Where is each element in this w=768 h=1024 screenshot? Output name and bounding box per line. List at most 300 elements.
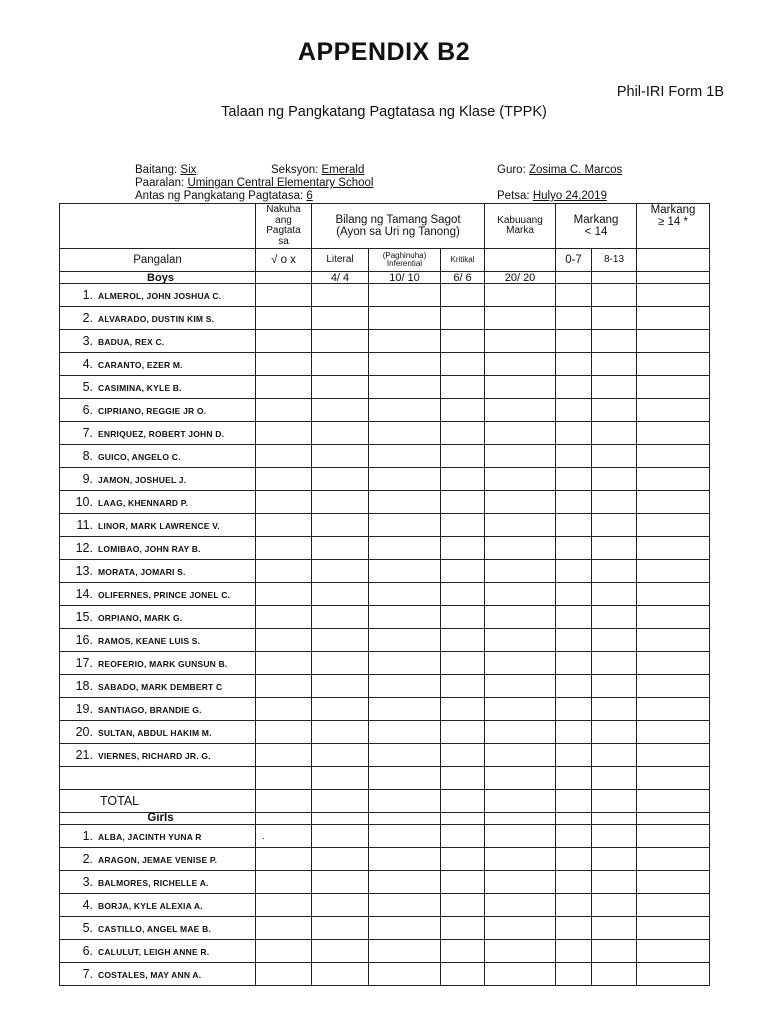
student-name-cell [60,353,256,376]
score-cell [556,376,592,399]
student-name: SANTIAGO, BRANDIE G. [98,705,202,715]
score-cell [312,468,369,491]
score-cell [312,698,369,721]
score-cell [637,767,710,790]
score-cell [369,560,441,583]
antas-field [135,190,313,203]
student-name: ARAGON, JEMAE VENISE P. [98,855,218,865]
score-cell [369,468,441,491]
guro-label: Guro: [497,164,526,176]
score-cell [312,744,369,767]
score-cell [592,790,637,813]
score-cell [485,537,556,560]
score-cell [637,675,710,698]
student-row [60,491,710,514]
student-name-cell [60,606,256,629]
score-cell [485,917,556,940]
score-cell [485,376,556,399]
score-cell [485,353,556,376]
score-cell [441,940,485,963]
score-cell [256,307,312,330]
score-cell [485,825,556,848]
score-cell [441,583,485,606]
score-cell [485,284,556,307]
score-cell [592,629,637,652]
student-row [60,514,710,537]
score-cell [592,917,637,940]
score-cell [637,963,710,986]
score-cell [441,330,485,353]
score-cell [637,721,710,744]
score-cell [556,330,592,353]
student-row [60,422,710,445]
score-cell [441,698,485,721]
student-name: BORJA, KYLE ALEXIA A. [98,901,203,911]
guro-value: Zosima C. Marcos [528,164,623,176]
student-number: 11. [76,518,93,532]
score-cell [441,537,485,560]
max-total: 20/ 20 [485,272,556,284]
student-name-cell [60,629,256,652]
baitang-field [135,164,196,177]
student-row [60,606,710,629]
score-cell [312,963,369,986]
student-row [60,871,710,894]
score-cell [637,652,710,675]
nakuha-header: Nakuha ang Pagtata sa [256,204,312,249]
score-cell [637,445,710,468]
score-cell [592,399,637,422]
score-cell [637,744,710,767]
score-cell [312,491,369,514]
seksyon-field [271,164,364,177]
paaralan-label: Paaralan: [135,177,185,189]
max-literal: 4/ 4 [312,272,369,284]
score-cell [556,917,592,940]
score-cell [312,353,369,376]
score-cell [637,422,710,445]
score-cell [556,767,592,790]
score-cell [485,307,556,330]
score-cell [441,445,485,468]
score-cell [369,491,441,514]
score-cell [592,491,637,514]
student-row [60,376,710,399]
student-name-cell [60,560,256,583]
blank-row [60,767,710,790]
score-cell [592,284,637,307]
score-cell [556,399,592,422]
score-cell [256,445,312,468]
score-cell [256,721,312,744]
score-cell [592,514,637,537]
student-name: ALBA, JACINTH YUNA R [98,832,202,842]
score-cell [441,767,485,790]
student-name: BADUA, REX C. [98,337,165,347]
student-name: LOMIBAO, JOHN RAY B. [98,544,201,554]
student-row [60,353,710,376]
score-cell [592,698,637,721]
student-name-cell [60,675,256,698]
score-cell [637,353,710,376]
student-name: SABADO, MARK DEMBERT C [98,682,223,692]
score-cell [556,963,592,986]
score-cell [256,825,312,848]
score-cell [485,675,556,698]
score-cell [256,284,312,307]
student-name: VIERNES, RICHARD JR. G. [98,751,211,761]
student-row [60,721,710,744]
score-cell [256,652,312,675]
score-cell [256,514,312,537]
score-cell [369,813,441,825]
score-cell [592,422,637,445]
score-cell [312,445,369,468]
student-row [60,468,710,491]
score-cell [556,848,592,871]
score-cell [556,825,592,848]
score-cell [369,963,441,986]
score-cell [556,721,592,744]
petsa-label: Petsa: [497,190,530,202]
student-row [60,445,710,468]
score-cell [556,537,592,560]
score-cell [369,353,441,376]
score-cell [312,399,369,422]
student-name: CASIMINA, KYLE B. [98,383,182,393]
score-cell [637,848,710,871]
score-cell [312,652,369,675]
score-cell [637,376,710,399]
score-cell [637,940,710,963]
student-number: 10. [75,495,93,509]
score-cell [556,629,592,652]
student-row [60,652,710,675]
seksyon-label: Seksyon: [271,164,319,176]
score-cell [556,284,592,307]
score-cell [637,560,710,583]
score-cell [441,560,485,583]
pangalan-header: Pangalan [60,249,256,272]
score-cell [485,422,556,445]
bilang-header: Bilang ng Tamang Sagot (Ayon sa Uri ng Tanong) [312,204,485,249]
score-cell [592,721,637,744]
score-cell [312,767,369,790]
petsa-value: Hulyo 24,2019 [532,190,607,202]
score-cell [637,917,710,940]
student-row [60,698,710,721]
score-cell [369,629,441,652]
kabuuang-blank [485,249,556,272]
score-cell [312,583,369,606]
score-cell [312,422,369,445]
student-number: 2. [82,311,93,325]
score-cell [637,514,710,537]
student-number: 7. [82,426,93,440]
student-name: REOFERIO, MARK GUNSUN B. [98,659,228,669]
student-name-cell [60,537,256,560]
student-name: OLIFERNES, PRINCE JONEL C. [98,590,231,600]
score-cell [256,422,312,445]
student-number: 21. [75,748,93,762]
score-cell [556,940,592,963]
score-cell [369,825,441,848]
score-cell [556,307,592,330]
score-cell [312,917,369,940]
score-cell [312,284,369,307]
guro-field [497,164,622,177]
student-row [60,583,710,606]
score-cell [556,652,592,675]
score-cell [312,514,369,537]
score-cell [556,813,592,825]
student-row [60,894,710,917]
score-cell [312,606,369,629]
score-cell [256,917,312,940]
score-cell [256,560,312,583]
score-cell [369,917,441,940]
score-cell [485,940,556,963]
student-row [60,917,710,940]
score-cell [312,376,369,399]
score-cell [312,560,369,583]
score-cell [441,721,485,744]
score-cell [441,675,485,698]
score-cell [485,468,556,491]
score-cell [556,871,592,894]
score-cell [441,422,485,445]
score-cell [592,767,637,790]
score-cell [592,583,637,606]
score-cell [556,491,592,514]
student-name-cell [60,825,256,848]
student-name: GUICO, ANGELO C. [98,452,181,462]
score-cell [369,606,441,629]
student-number: 1. [82,288,93,302]
student-name-cell [60,468,256,491]
student-number: 4. [82,357,93,371]
score-cell [256,894,312,917]
score-cell [556,606,592,629]
student-name-cell [60,652,256,675]
score-cell [369,790,441,813]
student-name: SULTAN, ABDUL HAKIM M. [98,728,212,738]
score-cell [556,583,592,606]
student-number: 18. [75,679,93,693]
student-row [60,629,710,652]
score-cell [485,445,556,468]
score-cell [637,813,710,825]
student-name: CIPRIANO, REGGIE JR O. [98,406,207,416]
student-name-cell [60,307,256,330]
score-cell [441,606,485,629]
score-cell [369,284,441,307]
blank-header-cell [60,204,256,249]
student-number: 13. [75,564,93,578]
score-cell [441,871,485,894]
score-cell [441,376,485,399]
score-cell [256,583,312,606]
student-number: 12. [75,541,93,555]
score-cell [592,376,637,399]
score-cell [441,353,485,376]
score-cell [369,698,441,721]
score-cell [256,399,312,422]
markang-ge-blank [637,249,710,272]
score-cell [485,399,556,422]
score-cell [312,940,369,963]
student-name: BALMORES, RICHELLE A. [98,878,209,888]
student-name-cell [60,698,256,721]
score-cell [256,468,312,491]
student-name-cell [60,744,256,767]
score-cell [256,629,312,652]
student-name-cell [60,330,256,353]
score-cell [485,698,556,721]
score-cell [637,468,710,491]
score-cell [441,744,485,767]
score-cell [485,491,556,514]
score-cell [256,376,312,399]
student-name-cell [60,399,256,422]
score-cell [485,514,556,537]
score-cell [637,583,710,606]
score-cell [369,399,441,422]
score-cell [312,825,369,848]
student-name: ALMEROL, JOHN JOSHUA C. [98,291,222,301]
score-cell [256,963,312,986]
girls-section-row [60,813,710,825]
student-name: COSTALES, MAY ANN A. [98,970,202,980]
score-cell [312,675,369,698]
student-name-cell [60,848,256,871]
student-number: 15. [75,610,93,624]
score-cell [256,491,312,514]
baitang-label: Baitang: [135,164,178,176]
score-cell [369,894,441,917]
form-number: Phil-IRI Form 1B [616,84,724,100]
score-cell [485,606,556,629]
student-row [60,675,710,698]
assessment-table [59,203,710,986]
score-cell [256,606,312,629]
score-cell [256,871,312,894]
max-kritikal: 6/ 6 [441,272,485,284]
student-name: JAMON, JOSHUEL J. [98,475,187,485]
score-cell [592,307,637,330]
score-cell [441,825,485,848]
score-cell [256,744,312,767]
score-cell [556,675,592,698]
score-cell [592,825,637,848]
student-number: 16. [75,633,93,647]
stray-mark: . [262,830,265,842]
page-title: APPENDIX B2 [297,38,471,66]
score-cell [441,284,485,307]
antas-label: Antas ng Pangkatang Pagtatasa: [135,190,304,202]
score-cell [441,963,485,986]
score-cell [637,825,710,848]
seksyon-value: Emerald [321,164,365,176]
score-cell [592,871,637,894]
score-cell [312,848,369,871]
score-cell [556,744,592,767]
score-cell [592,894,637,917]
student-row [60,560,710,583]
score-cell [485,330,556,353]
score-cell [369,330,441,353]
score-cell [556,445,592,468]
petsa-field [497,190,607,203]
score-cell [592,537,637,560]
student-name: CALULUT, LEIGH ANNE R. [98,947,210,957]
kabuuang-header: Kabuuang Marka [485,204,556,249]
score-cell [256,675,312,698]
score-cell [441,652,485,675]
antas-value: 6 [306,190,313,202]
boys-section-label: Boys [60,272,256,284]
score-cell [256,353,312,376]
student-number: 7. [82,967,93,981]
score-cell [312,307,369,330]
score-cell [256,790,312,813]
score-cell [592,813,637,825]
student-number: 6. [82,944,93,958]
score-cell [369,376,441,399]
score-cell [556,560,592,583]
student-row [60,284,710,307]
student-row [60,537,710,560]
score-cell [592,652,637,675]
score-cell [312,721,369,744]
score-cell [637,894,710,917]
score-cell [369,767,441,790]
score-cell [592,468,637,491]
student-row [60,744,710,767]
kritikal-header: Kritikal [441,249,485,272]
student-row [60,330,710,353]
score-cell [637,606,710,629]
literal-header: Literal [312,249,369,272]
score-cell [369,871,441,894]
score-cell [485,871,556,894]
score-cell [369,537,441,560]
student-row [60,940,710,963]
score-cell [485,767,556,790]
student-number: 19. [75,702,93,716]
student-row [60,848,710,871]
score-cell [637,698,710,721]
student-number: 14. [75,587,93,601]
score-cell [556,353,592,376]
score-cell [441,790,485,813]
student-row [60,307,710,330]
score-cell [592,606,637,629]
baitang-value: Six [180,164,197,176]
score-cell [369,721,441,744]
student-name-cell [60,376,256,399]
student-name: RAMOS, KEANE LUIS S. [98,636,201,646]
girls-section-label: Girls [60,813,256,825]
range-low-header: 0-7 [556,249,592,272]
student-row [60,825,710,848]
score-cell [312,537,369,560]
score-cell [441,307,485,330]
score-cell [637,871,710,894]
student-name-cell [60,514,256,537]
score-cell [637,491,710,514]
score-cell [485,894,556,917]
